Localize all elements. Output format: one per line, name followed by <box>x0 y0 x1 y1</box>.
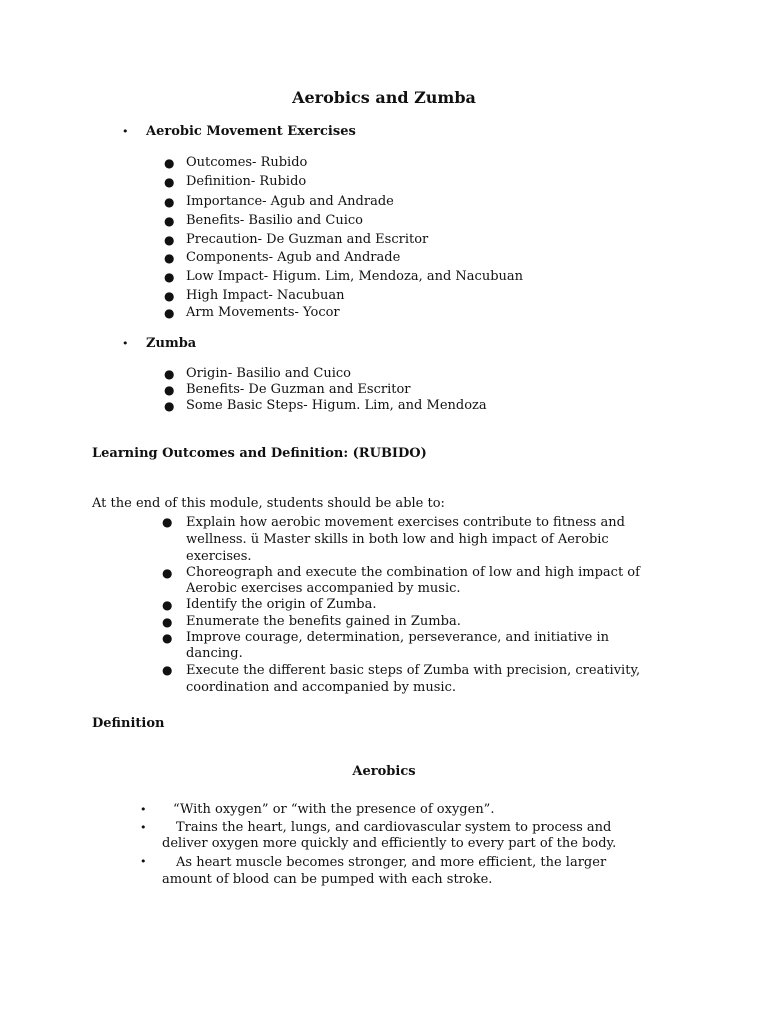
list-bullet: ● <box>162 598 173 612</box>
list-bullet: ● <box>164 399 175 413</box>
list-item: Origin- Basilio and Cuico <box>186 366 351 381</box>
section-bullet: • <box>122 125 129 138</box>
list-item: High Impact- Nacubuan <box>186 288 345 303</box>
list-item: Benefits- De Guzman and Escritor <box>186 382 411 397</box>
list-bullet: ● <box>164 251 175 265</box>
list-item: Components- Agub and Andrade <box>186 250 401 265</box>
list-bullet: ● <box>164 306 175 320</box>
list-bullet: • <box>140 855 147 868</box>
list-bullet: ● <box>164 367 175 381</box>
outcome-item: Execute the different basic steps of Zumba with precision, creativity, coordination and accompanied by music. <box>186 663 641 695</box>
list-item: Definition- Rubido <box>186 174 307 189</box>
list-bullet: • <box>140 803 147 816</box>
list-bullet: ● <box>162 566 173 580</box>
list-bullet: ● <box>162 615 173 629</box>
list-item: Benefits- Basilio and Cuico <box>186 213 363 228</box>
list-bullet: ● <box>164 195 175 209</box>
list-item: Some Basic Steps- Higum. Lim, and Mendoza <box>186 398 487 413</box>
list-bullet: ● <box>164 156 175 170</box>
zumba-section-heading: Zumba <box>146 336 197 351</box>
list-bullet: ● <box>164 175 175 189</box>
outcome-item: Enumerate the benefits gained in Zumba. <box>186 614 461 629</box>
outcome-item: Choreograph and execute the combination of low and high impact of Aerobic exercises accompanied by music. <box>186 565 640 596</box>
list-bullet: ● <box>164 214 175 228</box>
list-bullet: ● <box>164 233 175 247</box>
list-item: Low Impact- Higum. Lim, Mendoza, and Nacubuan <box>186 269 524 284</box>
intro-text: At the end of this module, students should be able to: <box>92 496 445 511</box>
list-item: Arm Movements- Yocor <box>186 305 340 320</box>
list-item: Outcomes- Rubido <box>186 155 308 170</box>
list-item: Importance- Agub and Andrade <box>186 194 394 209</box>
aerobics-point: As heart muscle becomes stronger, and more efficient, the larger amount of blood can be pumped with each stroke. <box>162 855 607 887</box>
list-bullet: • <box>140 821 147 834</box>
aerobics-heading: Aerobics <box>352 764 416 779</box>
list-bullet: ● <box>164 270 175 284</box>
list-item: Precaution- De Guzman and Escritor <box>186 232 429 247</box>
aerobics-point: “With oxygen” or “with the presence of oxygen”. <box>173 802 495 817</box>
outcome-item: Explain how aerobic movement exercises contribute to fitness and wellness. ü Master skills in both low and high impact of Aerobic exercises. <box>186 515 625 564</box>
definition-heading: Definition <box>92 716 165 731</box>
outcome-item: Improve courage, determination, perseverance, and initiative in dancing. <box>186 630 610 661</box>
aerobics-point: Trains the heart, lungs, and cardiovascular system to process and deliver oxygen more quickly and efficiently to every part of the body. <box>162 820 617 851</box>
list-bullet: ● <box>162 631 173 645</box>
list-bullet: ● <box>164 289 175 303</box>
aerobic-section-heading: Aerobic Movement Exercises <box>146 124 356 139</box>
learning-outcomes-heading: Learning Outcomes and Definition: (RUBIDO) <box>92 446 427 461</box>
section-bullet: • <box>122 337 129 350</box>
list-bullet: ● <box>164 383 175 397</box>
list-bullet: ● <box>162 663 173 677</box>
outcome-item: Identify the origin of Zumba. <box>186 597 377 612</box>
page-title: Aerobics and Zumba <box>292 88 476 107</box>
list-bullet: ● <box>162 515 173 529</box>
